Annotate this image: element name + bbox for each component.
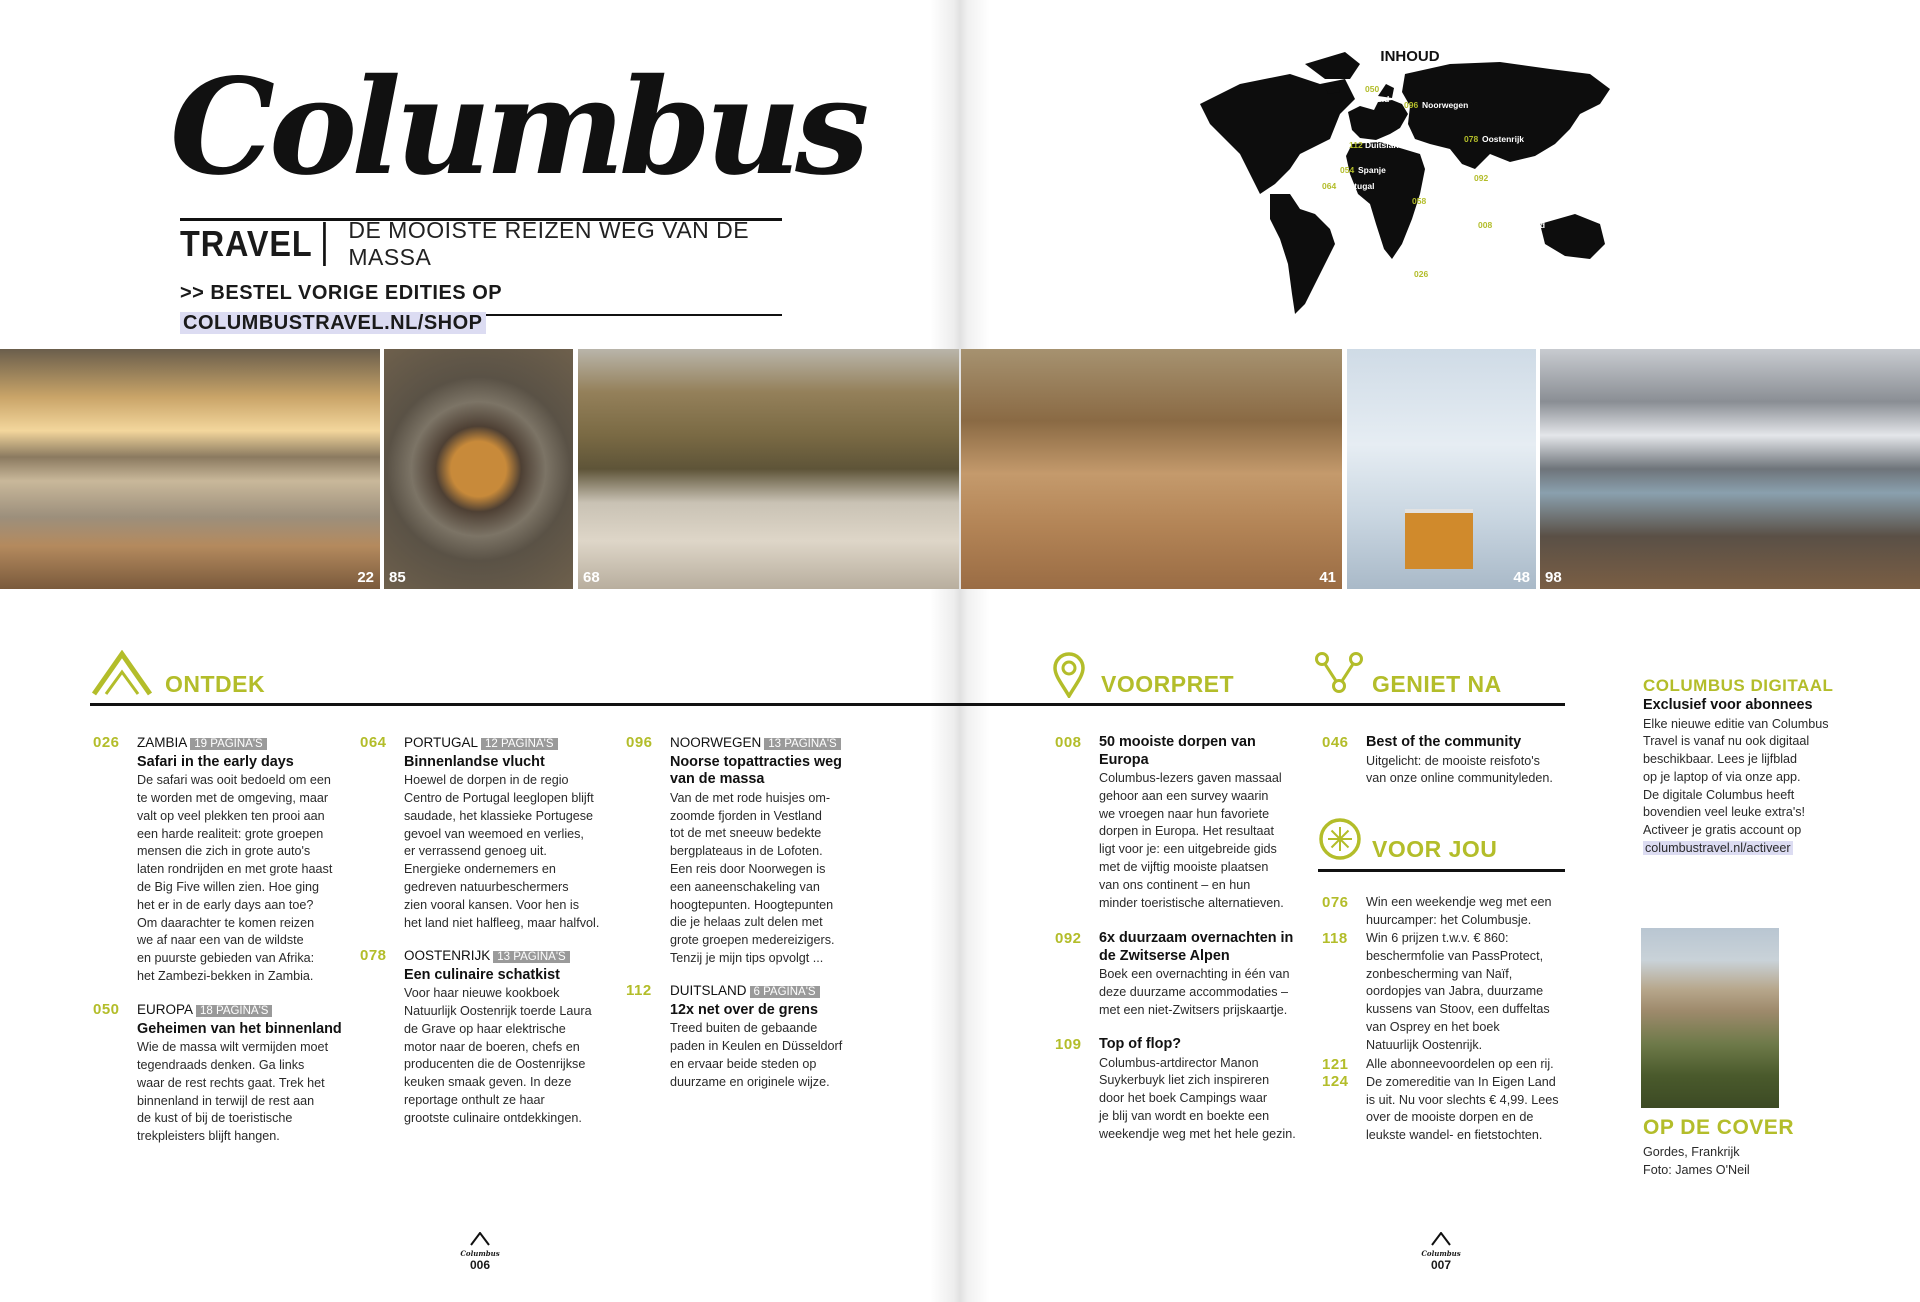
entry-body: De safari was ooit bedoeld om een te worden met de omgeving, maar valt op veel plekken ten prooi aan een harde realiteit: grote groepen mensen die zich in grote auto's laten rondrijden en met grote haast de Big Five willen zien. Hoe ging het er in de early days aan toe? Om daarachter te komen reizen we af naar een van de wildste en puurste gebieden van Afrika: het Zambezi-bekken in Zambia. bbox=[137, 773, 333, 984]
page-number: 109 bbox=[1055, 1036, 1082, 1053]
toc-entry[interactable] bbox=[360, 947, 614, 1128]
page-spine-shadow bbox=[930, 0, 990, 1302]
entry-body: Voor haar nieuwe kookboek Natuurlijk Oostenrijk toerde Laura de Grave op haar elektrische motor naar de boeren, chefs en producenten die de Oostenrijkse keuken smaak geven. In deze reportage onthult ze haar grootste culinaire ontdekkingen. bbox=[404, 986, 592, 1125]
map-title: INHOUD bbox=[1380, 48, 1440, 65]
toc-entry[interactable] bbox=[360, 734, 614, 932]
svg-text:Zambia: Zambia bbox=[1432, 269, 1462, 279]
page-count-badge: 6 PAGINA'S bbox=[750, 986, 820, 998]
page-count-badge: 13 PAGINA'S bbox=[493, 951, 569, 963]
entry-country: DUITSLAND bbox=[670, 983, 747, 998]
entry-title: 6x duurzaam overnachten in de Zwitserse Alpen bbox=[1099, 930, 1294, 964]
map-label bbox=[1412, 196, 1466, 206]
entry-title: Binnenlandse vlucht bbox=[404, 753, 545, 770]
photo-cooking-pot bbox=[384, 349, 573, 589]
cover-heading: OP DE COVER bbox=[1643, 1116, 1794, 1139]
map-label bbox=[1414, 269, 1462, 279]
continents bbox=[1200, 52, 1610, 314]
toc-entry[interactable] bbox=[1322, 894, 1566, 930]
entry-country: EUROPA bbox=[137, 1002, 194, 1017]
page-number: 046 bbox=[1322, 734, 1349, 751]
entry-body: Win een weekendje weg met een huurcamper: het Columbusje. bbox=[1366, 895, 1552, 927]
entry-title: 50 mooiste dorpen van Europa bbox=[1099, 734, 1256, 768]
photo-mountain-lake bbox=[1540, 349, 1920, 589]
svg-text:096: 096 bbox=[1404, 100, 1419, 110]
page-number: 092 bbox=[1055, 930, 1082, 947]
shop-line bbox=[180, 278, 782, 334]
entry-country: ZAMBIA bbox=[137, 735, 188, 750]
cover-photo bbox=[1641, 928, 1779, 1108]
page-number: 112 bbox=[626, 982, 652, 999]
svg-text:026: 026 bbox=[1414, 269, 1429, 279]
cover-place: Gordes, Frankrijk bbox=[1643, 1145, 1740, 1159]
tent-icon bbox=[92, 650, 152, 696]
map-label bbox=[1322, 181, 1374, 191]
masthead-tagline: DE MOOISTE REIZEN WEG VAN DE MASSA bbox=[348, 217, 750, 270]
entry-body: Hoewel de dorpen in de regio Centro de Portugal leeglopen blijft saudade, het klassieke Portugese gevoel van weemoed en verlies, er verrassend genoeg uit. Energieke ondernemers en gedreven natuurbeschermers zien vooral kansen. Voor hen is het land niet halfleeg, maar halfvol. bbox=[404, 773, 600, 930]
entry-body: Treed buiten de gebaande paden in Keulen en Düsseldorf en ervaar beide steden op duurzame en originele wijze. bbox=[670, 1021, 843, 1089]
page-number: 064 bbox=[360, 734, 387, 751]
entry-body: Boek een overnachting in één van deze duurzame accommodaties – met een niet-Zwitsers prijskaartje. bbox=[1099, 967, 1290, 1017]
page-number: 050 bbox=[93, 1001, 120, 1018]
entry-body: Alle abonneevoordelen op een rij. De zomereditie van In Eigen Land is uit. Nu voor slechts € 4,99. Lees over de mooiste dorpen en de leukste wandel- en fietstochten. bbox=[1366, 1057, 1559, 1143]
section-rule bbox=[1318, 869, 1565, 872]
svg-text:Zwitserland: Zwitserland bbox=[1492, 173, 1540, 183]
toc-entry[interactable] bbox=[1055, 1036, 1309, 1143]
section-heading-voor-jou: VOOR JOU bbox=[1372, 836, 1498, 862]
svg-text:Spanje: Spanje bbox=[1358, 165, 1386, 175]
shop-prefix: >> BESTEL VORIGE EDITIES OP bbox=[180, 282, 502, 304]
map-label bbox=[1474, 173, 1539, 183]
svg-text:Duitsland: Duitsland bbox=[1365, 140, 1404, 150]
activate-link[interactable]: columbustravel.nl/activeer bbox=[1645, 841, 1791, 856]
cover-credit: Foto: James O'Neil bbox=[1643, 1162, 1750, 1177]
shop-link[interactable]: COLUMBUSTRAVEL.NL/SHOP bbox=[180, 312, 486, 334]
masthead-bar bbox=[180, 217, 782, 270]
svg-text:092: 092 bbox=[1474, 173, 1489, 183]
photo-page-number: 41 bbox=[1319, 569, 1336, 586]
svg-text:Griekenland: Griekenland bbox=[1496, 220, 1546, 230]
photo-page-number: 68 bbox=[583, 569, 600, 586]
folio-number: 006 bbox=[469, 1258, 491, 1272]
page-count-badge: 12 PAGINA'S bbox=[481, 738, 557, 750]
digitaal-heading: COLUMBUS DIGITAAL bbox=[1643, 676, 1834, 695]
svg-text:IJsland: IJsland bbox=[1360, 94, 1390, 104]
page-number: 076 bbox=[1322, 894, 1349, 911]
toc-entry[interactable] bbox=[1322, 1056, 1566, 1145]
section-heading-ontdek: ONTDEK bbox=[165, 671, 266, 697]
photo-page-number: 48 bbox=[1513, 569, 1530, 586]
svg-text:008: 008 bbox=[1478, 220, 1493, 230]
folio-right bbox=[1421, 1232, 1461, 1272]
svg-text:Frankrijk: Frankrijk bbox=[1430, 196, 1466, 206]
world-map bbox=[1180, 44, 1680, 334]
toc-entry[interactable] bbox=[93, 1001, 347, 1146]
toc-entry[interactable] bbox=[1055, 734, 1299, 912]
digitaal-body: Elke nieuwe editie van Columbus Travel is vanaf nu ook digitaal beschikbaar. Lees je lijfblad op je laptop of via onze app. De digitale Columbus heeft bovendien veel leuke extra's! Activeer je gratis account op columbustravel.nl/activeer bbox=[1643, 716, 1829, 856]
page-count-badge: 18 PAGINA'S bbox=[196, 1005, 272, 1017]
map-label bbox=[1349, 140, 1404, 150]
entry-title: Noorse topattracties weg van de massa bbox=[670, 753, 842, 788]
location-pin-icon bbox=[1052, 652, 1086, 698]
page-number: 096 bbox=[626, 734, 653, 751]
svg-text:Portugal: Portugal bbox=[1340, 181, 1375, 191]
folio-brand: Columbus bbox=[1421, 1249, 1461, 1258]
toc-entry[interactable] bbox=[626, 734, 870, 968]
entry-title: Best of the community bbox=[1366, 734, 1522, 750]
svg-text:078: 078 bbox=[1464, 134, 1479, 144]
toc-entry[interactable] bbox=[626, 982, 880, 1091]
photo-strip bbox=[0, 349, 1920, 589]
entry-title: 12x net over de grens bbox=[670, 1001, 818, 1018]
svg-text:058: 058 bbox=[1412, 196, 1427, 206]
digitaal-subheading: Exclusief voor abonnees bbox=[1643, 697, 1813, 713]
svg-text:Oostenrijk: Oostenrijk bbox=[1482, 134, 1525, 144]
page-count-badge: 13 PAGINA'S bbox=[764, 738, 840, 750]
entry-body: Wie de massa wilt vermijden moet tegendraads denken. Ga links waar de rest rechts gaat. Trek het binnenland in terwijl de rest aan de kust of bij de toeristische trekpleisters blijft hangen. bbox=[137, 1040, 329, 1144]
svg-text:064: 064 bbox=[1322, 181, 1337, 191]
cabin-house bbox=[1405, 509, 1473, 569]
entry-body: Columbus-artdirector Manon Suykerbuyk liet zich inspireren door het boek Campings waar je blij van wordt en boekte een weekendje weg met het hele gezin. bbox=[1099, 1055, 1296, 1141]
share-nodes-icon bbox=[1314, 651, 1364, 695]
entry-body: Van de met rode huisjes om- zoomde fjorden in Vestland tot de met sneeuw bedekte bergplateaus in de Lofoten. Een reis door Noorwegen is een aaneenschakeling van hoogtepunten. Hoogtepunten die je helaas zult delen met grote groepen medereizigers. Tenzij je mijn tips opvolgt ... bbox=[670, 790, 835, 965]
photo-snow-cabin bbox=[1347, 349, 1536, 589]
photo-coastal-town bbox=[0, 349, 380, 589]
folio-brand: Columbus bbox=[460, 1249, 500, 1258]
toc-entry[interactable] bbox=[1055, 930, 1309, 1019]
map-label bbox=[1404, 100, 1468, 110]
map-label bbox=[1464, 134, 1524, 144]
photo-page-number: 22 bbox=[357, 569, 374, 586]
page-number: 026 bbox=[93, 734, 120, 751]
photo-woman-sifting bbox=[961, 349, 1342, 589]
photo-page-number: 98 bbox=[1545, 569, 1562, 586]
digitaal-block bbox=[1643, 697, 1843, 858]
travel-wordmark: TRAVEL bbox=[180, 222, 326, 266]
entry-title: Geheimen van het binnenland bbox=[137, 1020, 342, 1037]
photo-sheep-tractor bbox=[578, 349, 959, 589]
photo-page-number: 85 bbox=[389, 569, 406, 586]
entry-title: Safari in the early days bbox=[137, 753, 294, 770]
svg-text:050: 050 bbox=[1365, 84, 1380, 94]
map-label bbox=[1478, 220, 1545, 230]
svg-text:Noorwegen: Noorwegen bbox=[1422, 100, 1469, 110]
entry-country: PORTUGAL bbox=[404, 735, 479, 750]
cover-thumbnail bbox=[1641, 928, 1779, 1108]
entry-body: Columbus-lezers gaven massaal gehoor aan een survey waarin we vroegen naar hun favoriete dorpen in Europa. Het resultaat ligt voor je: een uitgebreide gids met de vijftig mooiste plaatsen van ons continent – en hun minder toeristische alternatieven. bbox=[1099, 771, 1284, 910]
section-heading-voorpret: VOORPRET bbox=[1101, 671, 1235, 697]
toc-entry[interactable] bbox=[1322, 930, 1566, 1055]
toc-entry[interactable] bbox=[1322, 734, 1566, 788]
tent-logo-icon bbox=[470, 1232, 490, 1246]
page-count-badge: 19 PAGINA'S bbox=[190, 738, 266, 750]
section-rule bbox=[90, 703, 1565, 706]
page-number: 121 bbox=[1322, 1056, 1349, 1073]
entry-country: OOSTENRIJK bbox=[404, 948, 491, 963]
toc-entry[interactable] bbox=[93, 734, 347, 986]
page-number: 078 bbox=[360, 947, 387, 964]
page-number: 124 bbox=[1322, 1073, 1349, 1090]
entry-country: NOORWEGEN bbox=[670, 735, 762, 750]
folio-number: 007 bbox=[1430, 1258, 1452, 1272]
entry-body: Win 6 prijzen t.w.v. € 860: beschermfolie van PassProtect, zonbescherming van Naïf, oordopjes van Jabra, duurzame kussens van Stoov, een duffeltas van Osprey en het boek Natuurlijk Oostenrijk. bbox=[1366, 931, 1550, 1052]
entry-title: Top of flop? bbox=[1099, 1036, 1182, 1052]
svg-text:054: 054 bbox=[1340, 165, 1355, 175]
sun-icon bbox=[1318, 817, 1362, 861]
cover-caption bbox=[1643, 1144, 1843, 1180]
entry-body: Uitgelicht: de mooiste reisfoto's van onze online communityleden. bbox=[1366, 753, 1553, 786]
svg-text:112: 112 bbox=[1349, 140, 1363, 150]
page-number: 008 bbox=[1055, 734, 1082, 751]
tent-logo-icon bbox=[1431, 1232, 1451, 1246]
section-heading-geniet-na: GENIET NA bbox=[1372, 671, 1502, 697]
columbus-logo: Columbus bbox=[170, 50, 864, 205]
folio-left bbox=[460, 1232, 500, 1272]
map-label bbox=[1340, 165, 1386, 175]
page-number: 118 bbox=[1322, 930, 1348, 947]
entry-title: Een culinaire schatkist bbox=[404, 966, 560, 983]
